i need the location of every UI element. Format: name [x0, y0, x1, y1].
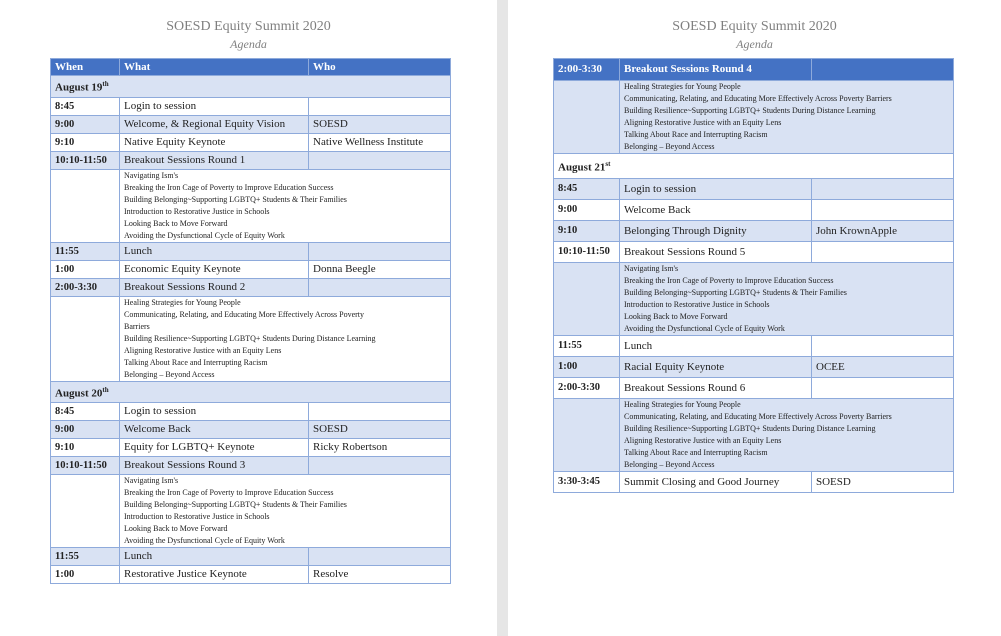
date-row-aug21 — [554, 154, 954, 179]
date-label: August 21 — [558, 161, 606, 174]
table-row — [554, 59, 954, 81]
who-cell: Ricky Robertson — [309, 439, 451, 457]
when-cell: 11:55 — [51, 548, 120, 566]
session-title: Healing Strategies for Young People — [124, 297, 241, 307]
when-cell: 9:10 — [554, 220, 620, 241]
session-list — [120, 296, 451, 381]
what-cell: Breakout Sessions Round 4 — [620, 59, 812, 81]
table-row — [51, 421, 451, 439]
when-cell: 9:00 — [51, 115, 120, 133]
when-cell: 9:10 — [51, 133, 120, 151]
doc-title: SOESD Equity Summit 2020 — [166, 19, 331, 34]
who-cell — [309, 457, 451, 475]
table-row — [51, 278, 451, 296]
table-row — [51, 260, 451, 278]
table-row — [554, 241, 954, 262]
who-cell: SOESD — [812, 471, 954, 492]
when-cell: 2:00-3:30 — [51, 278, 120, 296]
who-cell — [309, 151, 451, 169]
session-title: Communicating, Relating, and Educating More Effectively Across Poverty Barriers — [624, 94, 892, 103]
session-title: Talking About Race and Interrupting Racism — [124, 357, 268, 367]
when-cell: 8:45 — [554, 178, 620, 199]
table-row — [554, 220, 954, 241]
what-cell: Breakout Sessions Round 5 — [620, 241, 812, 262]
what-cell: Breakout Sessions Round 2 — [120, 278, 309, 296]
session-title: Introduction to Restorative Justice in Schools — [624, 299, 770, 309]
what-cell: Breakout Sessions Round 3 — [120, 457, 309, 475]
who-cell: SOESD — [309, 115, 451, 133]
table-row — [554, 377, 954, 398]
table-row — [554, 335, 954, 356]
when-cell: 10:10-11:50 — [51, 151, 120, 169]
table-header-row — [51, 59, 451, 76]
what-cell: Breakout Sessions Round 1 — [120, 151, 309, 169]
session-title: Talking About Race and Interrupting Racism — [624, 447, 768, 457]
session-list — [120, 475, 451, 548]
session-title: Avoiding the Dysfunctional Cycle of Equity Work — [124, 536, 285, 546]
session-title: Aligning Restorative Justice with an Equity Lens — [624, 435, 782, 445]
session-title: Aligning Restorative Justice with an Equity Lens — [124, 345, 282, 355]
what-cell: Racial Equity Keynote — [620, 356, 812, 377]
session-title: Looking Back to Move Forward — [124, 524, 228, 534]
what-cell: Economic Equity Keynote — [120, 260, 309, 278]
session-title: Navigating Ism's — [624, 263, 679, 273]
session-title: Breaking the Iron Cage of Poverty to Improve Education Success — [124, 182, 334, 192]
date-suffix: th — [102, 385, 109, 394]
session-title: Looking Back to Move Forward — [124, 218, 228, 228]
who-cell — [812, 59, 954, 81]
what-cell: Restorative Justice Keynote — [120, 566, 309, 584]
date-suffix: st — [605, 160, 611, 168]
col-header-what: What — [120, 59, 309, 76]
when-cell: 8:45 — [51, 97, 120, 115]
session-title: Introduction to Restorative Justice in Schools — [124, 512, 270, 522]
what-cell: Native Equity Keynote — [120, 133, 309, 151]
session-list — [620, 262, 954, 335]
agenda-table-page2 — [553, 58, 954, 493]
what-cell: Equity for LGBTQ+ Keynote — [120, 439, 309, 457]
col-header-when: When — [51, 59, 120, 76]
when-cell: 9:10 — [51, 439, 120, 457]
date-label: August 19 — [55, 81, 103, 94]
when-cell: 1:00 — [51, 566, 120, 584]
when-cell: 11:55 — [51, 242, 120, 260]
session-title: Communicating, Relating, and Educating More Effectively Across Poverty — [124, 309, 365, 319]
what-cell: Login to session — [120, 403, 309, 421]
session-title: Navigating Ism's — [124, 476, 179, 486]
what-cell: Welcome Back — [620, 199, 812, 220]
date-row-aug19 — [51, 76, 451, 98]
sessions-row — [51, 296, 451, 381]
who-cell — [812, 377, 954, 398]
sessions-row — [554, 262, 954, 335]
session-title: Communicating, Relating, and Educating More Effectively Across Poverty Barriers — [624, 411, 892, 421]
what-cell: Login to session — [120, 97, 309, 115]
table-row — [51, 457, 451, 475]
when-cell: 1:00 — [51, 260, 120, 278]
who-cell — [812, 241, 954, 262]
doc-subtitle: Agenda — [736, 37, 773, 51]
sessions-row — [554, 81, 954, 154]
table-row — [554, 471, 954, 492]
session-title: Healing Strategies for Young People — [624, 82, 741, 91]
session-title: Building Resilience~Supporting LGBTQ+ Students During Distance Learning — [124, 333, 376, 343]
document-page-2 — [508, 0, 1001, 636]
session-title: Introduction to Restorative Justice in Schools — [124, 206, 270, 216]
what-cell: Belonging Through Dignity — [620, 220, 812, 241]
who-cell: Native Wellness Institute — [309, 133, 451, 151]
when-cell: 2:00-3:30 — [554, 59, 620, 81]
who-cell: SOESD — [309, 421, 451, 439]
when-cell: 9:00 — [554, 199, 620, 220]
table-row — [51, 115, 451, 133]
session-title: Aligning Restorative Justice with an Equity Lens — [624, 118, 782, 127]
sessions-row — [554, 398, 954, 471]
who-cell — [812, 178, 954, 199]
date-label: August 20 — [55, 387, 103, 400]
who-cell: Donna Beegle — [309, 260, 451, 278]
session-title: Belonging – Beyond Access — [124, 369, 215, 379]
session-title: Looking Back to Move Forward — [624, 311, 728, 321]
session-title: Navigating Ism's — [124, 170, 179, 180]
table-row — [51, 566, 451, 584]
when-cell: 9:00 — [51, 421, 120, 439]
session-title: Building Belonging~Supporting LGBTQ+ Students & Their Families — [624, 287, 847, 297]
when-cell: 2:00-3:30 — [554, 377, 620, 398]
table-row — [554, 356, 954, 377]
when-cell: 1:00 — [554, 356, 620, 377]
table-row — [554, 178, 954, 199]
table-row — [51, 133, 451, 151]
what-cell: Summit Closing and Good Journey — [620, 471, 812, 492]
date-suffix: th — [102, 80, 109, 88]
who-cell — [309, 403, 451, 421]
doc-title: SOESD Equity Summit 2020 — [672, 19, 837, 34]
session-title: Healing Strategies for Young People — [624, 399, 741, 409]
session-list — [120, 169, 451, 242]
when-cell: 10:10-11:50 — [554, 241, 620, 262]
session-title: Breaking the Iron Cage of Poverty to Improve Education Success — [624, 275, 834, 285]
session-title: Building Belonging~Supporting LGBTQ+ Students & Their Families — [124, 194, 347, 204]
date-row-aug20 — [51, 381, 451, 403]
what-cell: Lunch — [620, 335, 812, 356]
when-cell: 11:55 — [554, 335, 620, 356]
sessions-row — [51, 169, 451, 242]
session-title: Talking About Race and Interrupting Racism — [624, 130, 768, 139]
col-header-who: Who — [309, 59, 451, 76]
when-cell: 3:30-3:45 — [554, 471, 620, 492]
session-title: Building Resilience~Supporting LGBTQ+ Students During Distance Learning — [624, 106, 876, 115]
when-cell: 8:45 — [51, 403, 120, 421]
who-cell — [812, 335, 954, 356]
what-cell: Lunch — [120, 242, 309, 260]
session-list — [620, 398, 954, 471]
who-cell — [309, 278, 451, 296]
session-title: Avoiding the Dysfunctional Cycle of Equity Work — [124, 230, 285, 240]
table-row — [51, 151, 451, 169]
table-row — [51, 97, 451, 115]
what-cell: Welcome Back — [120, 421, 309, 439]
table-row — [51, 548, 451, 566]
what-cell: Lunch — [120, 548, 309, 566]
who-cell — [309, 242, 451, 260]
what-cell: Breakout Sessions Round 6 — [620, 377, 812, 398]
who-cell: OCEE — [812, 356, 954, 377]
table-row — [554, 199, 954, 220]
table-row — [51, 439, 451, 457]
session-title: Building Belonging~Supporting LGBTQ+ Students & Their Families — [124, 500, 347, 510]
session-title: Belonging – Beyond Access — [624, 142, 715, 151]
agenda-table-page1 — [50, 58, 451, 584]
who-cell — [309, 548, 451, 566]
table-row — [51, 403, 451, 421]
document-page-1 — [0, 0, 497, 636]
session-title: Belonging – Beyond Access — [624, 459, 715, 469]
session-title: Breaking the Iron Cage of Poverty to Improve Education Success — [124, 488, 334, 498]
doc-subtitle: Agenda — [230, 37, 267, 51]
session-title: Building Resilience~Supporting LGBTQ+ Students During Distance Learning — [624, 423, 876, 433]
who-cell — [309, 97, 451, 115]
when-cell: 10:10-11:50 — [51, 457, 120, 475]
session-title: Barriers — [124, 321, 150, 331]
session-title: Avoiding the Dysfunctional Cycle of Equity Work — [624, 323, 785, 333]
session-list — [620, 81, 954, 154]
table-row — [51, 242, 451, 260]
who-cell — [812, 199, 954, 220]
who-cell: John KrownApple — [812, 220, 954, 241]
what-cell: Welcome, & Regional Equity Vision — [120, 115, 309, 133]
who-cell: Resolve — [309, 566, 451, 584]
sessions-row — [51, 475, 451, 548]
what-cell: Login to session — [620, 178, 812, 199]
